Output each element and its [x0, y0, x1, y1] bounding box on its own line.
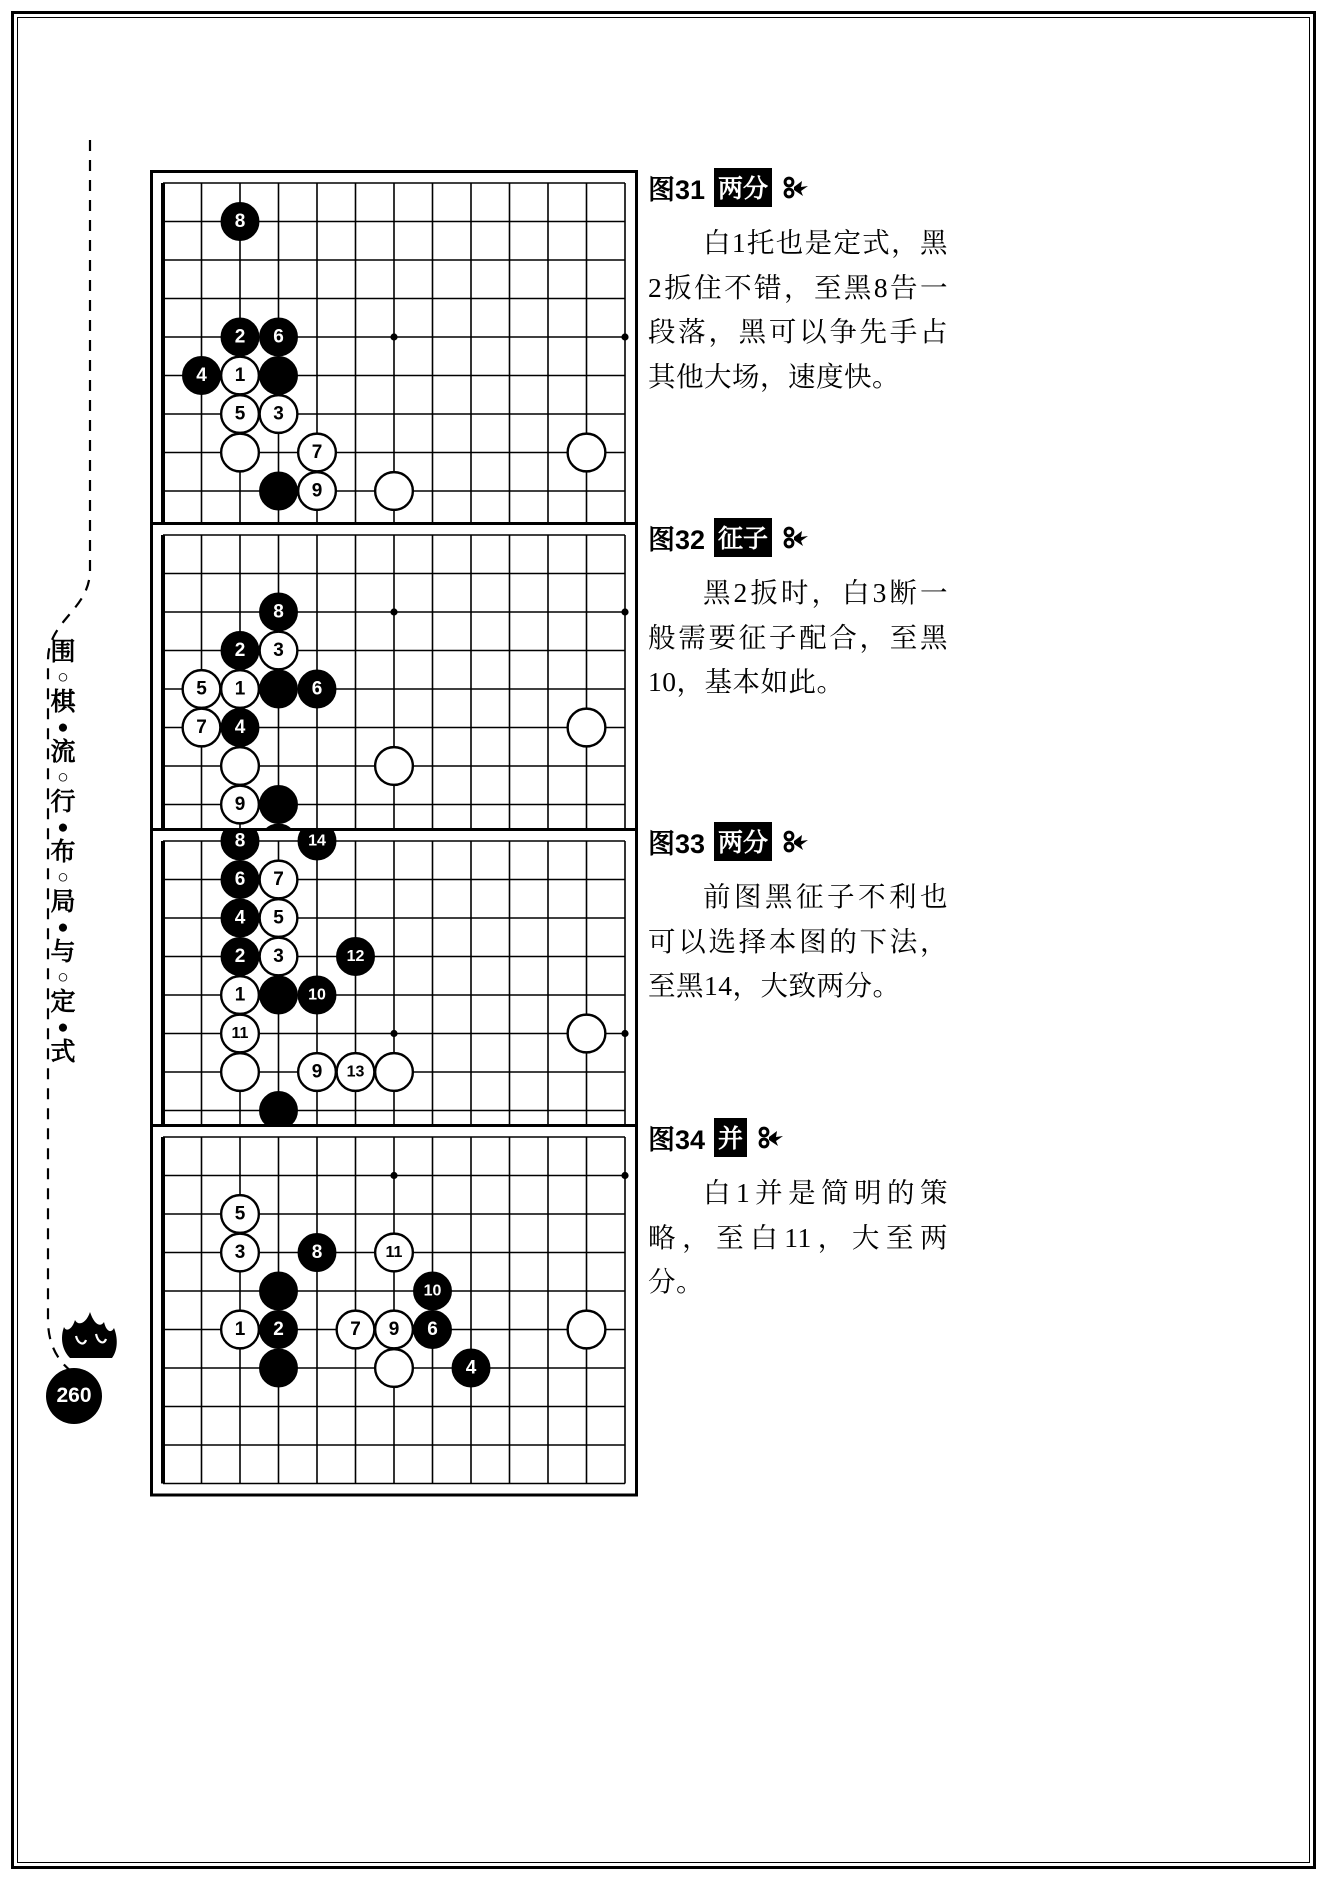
- svg-text:9: 9: [311, 1061, 323, 1083]
- figure-text-fig34: [648, 1118, 948, 1305]
- figure-heading-fig34: [648, 1118, 948, 1157]
- swirl-ornament-icon: [756, 1125, 786, 1151]
- go-stone-white-9: [221, 786, 259, 824]
- figure-label: 图32: [648, 525, 706, 555]
- go-stone-white-5: [221, 395, 259, 433]
- svg-text:8: 8: [234, 211, 246, 232]
- go-stone-black: [260, 472, 298, 510]
- svg-text:8: 8: [273, 601, 284, 623]
- go-stone-black: [260, 786, 298, 824]
- svg-text:4: 4: [234, 907, 246, 929]
- go-board-svg: [150, 170, 638, 581]
- go-stone-white-11: [221, 1015, 259, 1053]
- sidebar-separator-dot: ●: [57, 1017, 69, 1038]
- svg-text:5: 5: [234, 1203, 246, 1225]
- figure-tag-badge: 两分: [714, 822, 772, 861]
- go-stone-white: [568, 1015, 606, 1053]
- svg-text:5: 5: [234, 403, 246, 425]
- go-stone-white-3: [260, 395, 298, 433]
- go-stone-black-4: [221, 899, 259, 937]
- svg-text:11: 11: [231, 1025, 249, 1042]
- svg-text:6: 6: [273, 326, 284, 348]
- go-stone-white-9: [298, 472, 336, 510]
- flame-ornament-icon: [56, 1310, 124, 1372]
- svg-text:8: 8: [234, 830, 246, 852]
- svg-text:1: 1: [234, 365, 246, 386]
- svg-text:4: 4: [234, 717, 246, 738]
- go-stone-white: [375, 747, 413, 785]
- go-stone-white-1: [221, 976, 259, 1014]
- svg-text:1: 1: [234, 678, 246, 700]
- go-stone-white-7: [337, 1311, 375, 1349]
- figure-text-fig32: [648, 518, 948, 705]
- sidebar-char: 棋: [50, 688, 76, 716]
- go-stone-black-2: [221, 938, 259, 976]
- go-board-fig34: [150, 1124, 638, 1497]
- sidebar-char: 式: [50, 1038, 76, 1066]
- go-stone-white-3: [221, 1234, 259, 1272]
- go-stone-black-2: [260, 1311, 298, 1349]
- page-number: 260: [46, 1368, 102, 1424]
- svg-text:6: 6: [234, 869, 246, 890]
- go-stone-white-5: [183, 670, 221, 708]
- go-stone-black-6: [414, 1311, 452, 1349]
- sidebar-vertical-title: [30, 640, 96, 1065]
- figure-text-fig31: [648, 168, 948, 399]
- sidebar-char: 围: [50, 638, 76, 666]
- svg-text:7: 7: [311, 442, 323, 463]
- go-stone-white: [568, 1311, 606, 1349]
- go-stone-black-8: [221, 203, 259, 241]
- svg-text:11: 11: [385, 1244, 403, 1261]
- go-stone-white-11: [375, 1234, 413, 1272]
- sidebar-separator-dot: ●: [57, 817, 69, 838]
- go-stone-white: [221, 1053, 259, 1091]
- go-stone-black: [260, 357, 298, 395]
- figure-tag-badge: 征子: [714, 518, 772, 557]
- sidebar-char: 布: [50, 838, 76, 866]
- svg-text:7: 7: [350, 1319, 361, 1340]
- svg-text:3: 3: [234, 1242, 246, 1263]
- svg-text:3: 3: [273, 946, 284, 967]
- sidebar-separator-dot: ○: [57, 867, 69, 888]
- go-stone-white: [568, 709, 606, 747]
- go-stone-black-4: [452, 1349, 490, 1387]
- figure-tag-badge: 并: [714, 1118, 747, 1157]
- go-stone-white: [221, 434, 259, 472]
- svg-text:1: 1: [234, 984, 246, 1006]
- go-stone-black-8: [298, 1234, 336, 1272]
- go-stone-black: [260, 1349, 298, 1387]
- svg-text:8: 8: [311, 1242, 323, 1263]
- go-stone-black-2: [221, 318, 259, 356]
- go-stone-white-1: [221, 357, 259, 395]
- svg-text:4: 4: [465, 1357, 477, 1379]
- go-stone-black-2: [221, 632, 259, 670]
- sidebar-separator-dot: ●: [57, 917, 69, 938]
- go-stone-black: [260, 976, 298, 1014]
- go-stone-white-3: [260, 632, 298, 670]
- swirl-ornament-icon: [781, 525, 811, 551]
- swirl-ornament-icon: [781, 175, 811, 201]
- go-stone-black-6: [221, 861, 259, 899]
- go-stone-white-9: [375, 1311, 413, 1349]
- figure-heading-fig31: [648, 168, 948, 207]
- svg-text:2: 2: [273, 1319, 284, 1340]
- go-stone-black-6: [260, 318, 298, 356]
- go-stone-white-7: [183, 709, 221, 747]
- go-stone-black-6: [298, 670, 336, 708]
- go-stone-black: [260, 1272, 298, 1310]
- figure-body-fig34: 白1并是简明的策略，至白11，大至两分。: [648, 1177, 948, 1298]
- figure-body-fig31: 白1托也是定式，黑2扳住不错，至黑8告一段落，黑可以争先手占其他大场，速度快。: [648, 227, 948, 392]
- figure-body-fig32: 黑2扳时，白3断一般需要征子配合，至黑10，基本如此。: [648, 577, 948, 698]
- svg-text:7: 7: [273, 869, 284, 890]
- svg-text:9: 9: [388, 1319, 400, 1340]
- svg-text:14: 14: [308, 832, 326, 850]
- go-stone-black-8: [221, 828, 259, 860]
- go-stone-white-7: [260, 861, 298, 899]
- svg-text:10: 10: [423, 1282, 442, 1300]
- go-stone-black-8: [260, 593, 298, 631]
- sidebar-char: 局: [50, 888, 76, 916]
- svg-text:7: 7: [196, 717, 207, 738]
- svg-text:9: 9: [234, 794, 246, 815]
- svg-text:1: 1: [234, 1319, 246, 1340]
- go-stone-white-5: [260, 899, 298, 937]
- sidebar-char: 流: [50, 738, 76, 766]
- go-stone-white-5: [221, 1195, 259, 1233]
- svg-text:3: 3: [273, 640, 284, 661]
- svg-text:5: 5: [196, 678, 207, 700]
- figure-body-fig33: 前图黑征子不利也可以选择本图的下法，至黑14，大致两分。: [648, 881, 948, 1002]
- sidebar-char: 行: [50, 788, 76, 816]
- go-stone-white-1: [221, 670, 259, 708]
- go-board-fig31: [150, 170, 638, 581]
- go-stone-black-10: [414, 1272, 452, 1310]
- svg-text:6: 6: [311, 678, 323, 700]
- go-stone-black-4: [221, 709, 259, 747]
- go-stone-white-1: [221, 1311, 259, 1349]
- go-stone-black-14: [298, 828, 336, 860]
- figure-label: 图33: [648, 829, 706, 859]
- sidebar-separator-dot: ○: [57, 667, 69, 688]
- go-stone-white: [375, 1053, 413, 1091]
- figure-label: 图31: [648, 175, 706, 205]
- go-stone-black-10: [298, 976, 336, 1014]
- svg-text:3: 3: [273, 403, 284, 425]
- go-stone-white-3: [260, 938, 298, 976]
- go-stone-white: [568, 434, 606, 472]
- svg-text:2: 2: [234, 640, 246, 661]
- go-stone-black-12: [337, 938, 375, 976]
- svg-text:4: 4: [196, 365, 207, 386]
- figure-heading-fig33: [648, 822, 948, 861]
- go-stone-white: [375, 472, 413, 510]
- svg-text:5: 5: [273, 907, 284, 929]
- figure-text-fig33: [648, 822, 948, 1009]
- go-stone-white: [375, 1349, 413, 1387]
- svg-text:13: 13: [346, 1063, 365, 1081]
- swirl-ornament-icon: [781, 829, 811, 855]
- sidebar-char: 定: [50, 988, 76, 1016]
- sidebar-separator-dot: ●: [57, 717, 69, 738]
- svg-text:12: 12: [346, 948, 365, 965]
- sidebar-char: 与: [50, 938, 76, 966]
- go-stone-white-13: [337, 1053, 375, 1091]
- svg-text:10: 10: [308, 986, 326, 1004]
- go-stone-white-9: [298, 1053, 336, 1091]
- go-stone-black-4: [183, 357, 221, 395]
- go-board-svg: [150, 1124, 638, 1497]
- go-stone-white-7: [298, 434, 336, 472]
- go-stone-white: [221, 747, 259, 785]
- svg-text:2: 2: [234, 326, 246, 348]
- svg-text:2: 2: [234, 946, 246, 967]
- sidebar-separator-dot: ○: [57, 767, 69, 788]
- svg-text:6: 6: [427, 1319, 438, 1340]
- sidebar-separator-dot: ○: [57, 967, 69, 988]
- go-stone-black: [260, 670, 298, 708]
- svg-text:9: 9: [311, 480, 323, 502]
- figure-heading-fig32: [648, 518, 948, 557]
- figure-label: 图34: [648, 1125, 706, 1155]
- figure-tag-badge: 两分: [714, 168, 772, 207]
